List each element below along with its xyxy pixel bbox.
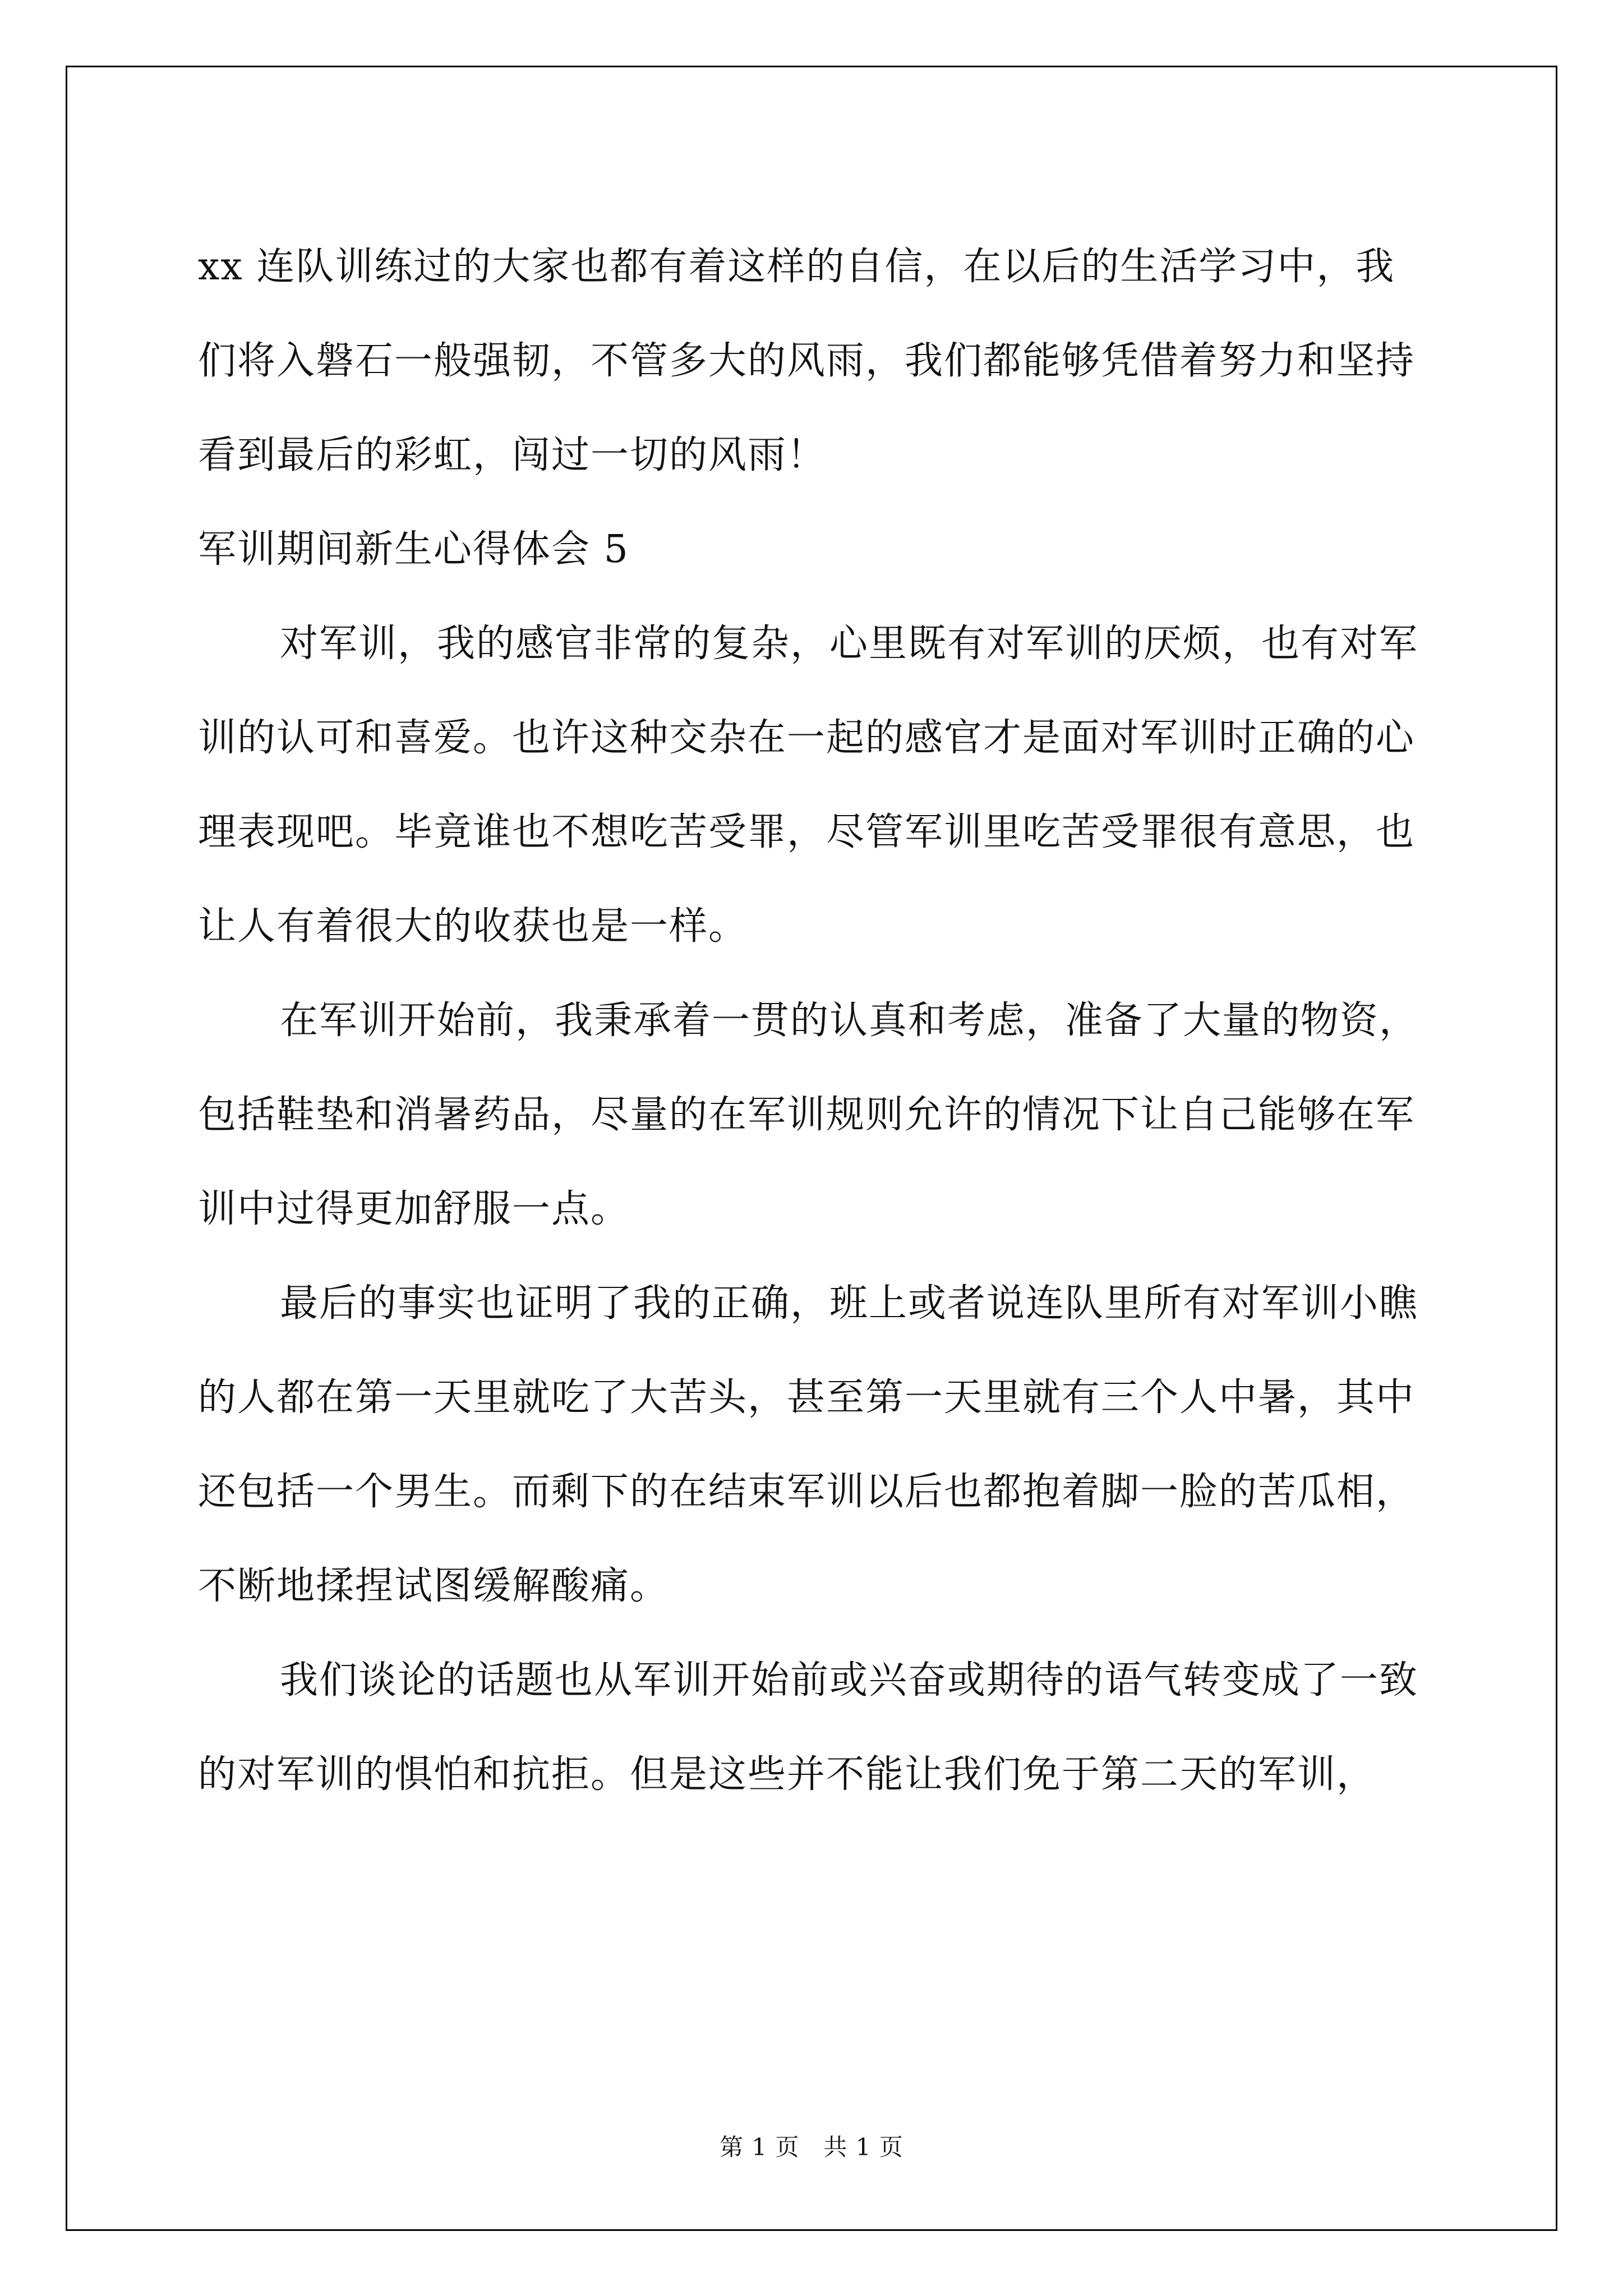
paragraph-4: 最后的事实也证明了我的正确，班上或者说连队里所有对军训小瞧的人都在第一天里就吃了大苦头，甚至第一天里就有三个人中暑，其中还包括一个男生。而剩下的在结束军训以后也都抱着脚一脸的苦瓜相，不断地揉捏试图缓解酸痛。: [198, 1281, 1419, 1608]
page-footer: 第 1 页 共 1 页: [720, 2133, 903, 2161]
paragraph-5: 我们谈论的话题也从军训开始前或兴奋或期待的语气转变成了一致的对军训的惧怕和抗拒。但是这些并不能让我们免于第二天的军训，: [198, 1658, 1419, 1797]
paragraph-2: 对军训，我的感官非常的复杂，心里既有对军训的厌烦，也有对军训的认可和喜爱。也许这种交杂在一起的感官才是面对军训时正确的心理表现吧。毕竟谁也不想吃苦受罪，尽管军训里吃苦受罪很有意思，也让人有着很大的收获也是一样。: [198, 622, 1419, 949]
paragraph-3: 在军训开始前，我秉承着一贯的认真和考虑，准备了大量的物资，包括鞋垫和消暑药品，尽量的在军训规则允许的情况下让自己能够在军训中过得更加舒服一点。: [198, 999, 1419, 1231]
paragraph-1: xx 连队训练过的大家也都有着这样的自信，在以后的生活学习中，我们将入磐石一般强韧，不管多大的风雨，我们都能够凭借着努力和坚持看到最后的彩虹，闯过一切的风雨！: [198, 245, 1415, 477]
document-body: [198, 220, 1432, 1822]
section-heading: 军训期间新生心得体会 5: [198, 527, 629, 572]
